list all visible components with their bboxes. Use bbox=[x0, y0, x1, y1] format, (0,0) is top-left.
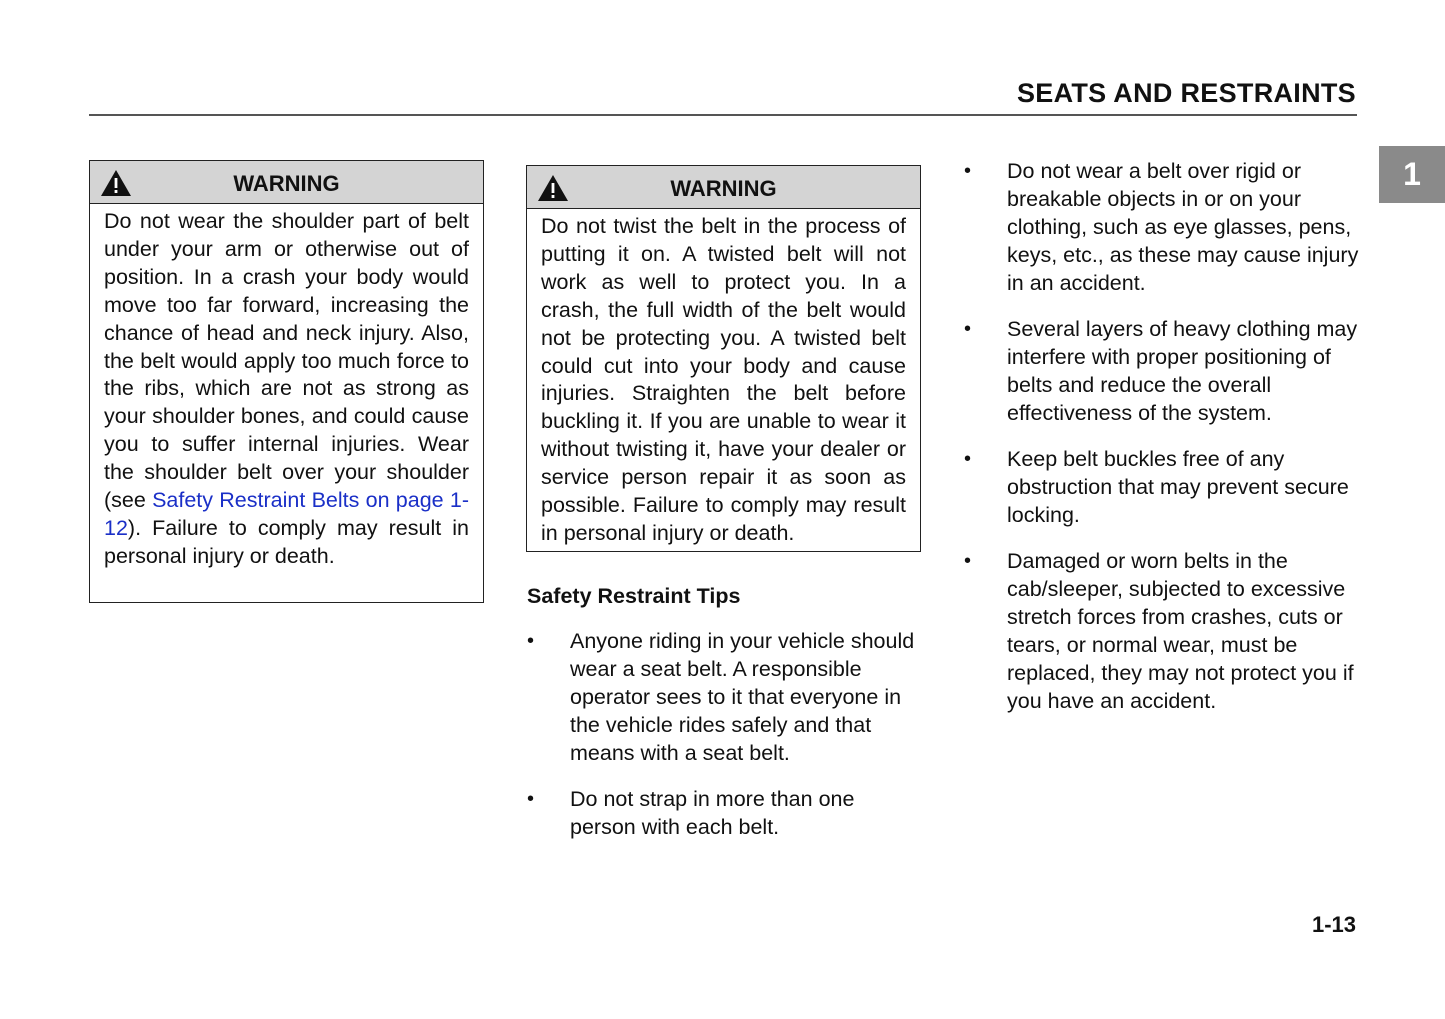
list-item-text: Damaged or worn belts in the cab/sleeper, subjected to excessive stretch forces from crashes, cuts or tears, or normal wear, must be replaced, they may not protect you if you have an accident. bbox=[1007, 549, 1354, 713]
list-item bbox=[964, 446, 1359, 530]
list-item bbox=[964, 548, 1359, 715]
bullet-icon: • bbox=[527, 630, 535, 652]
warning-text-part: ). Failure to comply may result in personal injury or death. bbox=[104, 515, 469, 568]
list-item-text: Anyone riding in your vehicle should wear a seat belt. A responsible operator sees to it that everyone in the vehicle rides safely and that means with a seat belt. bbox=[570, 629, 915, 765]
list-item-text: Keep belt buckles free of any obstruction that may prevent secure locking. bbox=[1007, 447, 1349, 527]
bullet-icon: • bbox=[964, 550, 972, 573]
page-number: 1-13 bbox=[1311, 912, 1356, 937]
warning-title: WARNING bbox=[670, 176, 777, 201]
warning-box-twisted-belt bbox=[526, 165, 921, 552]
tips-list-right bbox=[964, 158, 1359, 734]
list-item bbox=[964, 316, 1359, 428]
warning-text bbox=[90, 204, 483, 575]
list-item bbox=[527, 628, 917, 768]
warning-box-shoulder-belt bbox=[89, 160, 484, 603]
bullet-icon: • bbox=[964, 318, 972, 341]
list-item-text: Do not wear a belt over rigid or breakable objects in or on your clothing, such as eye glasses, pens, keys, etc., as these may cause injury in an accident. bbox=[1007, 159, 1359, 295]
warning-header bbox=[90, 161, 483, 204]
list-item bbox=[964, 158, 1359, 298]
list-item bbox=[527, 786, 917, 842]
list-item-text: Several layers of heavy clothing may interfere with proper positioning of belts and reduce the overall effectiveness of the system. bbox=[1007, 317, 1358, 425]
header-divider bbox=[89, 114, 1357, 116]
warning-header bbox=[527, 166, 920, 209]
section-heading: Safety Restraint Tips bbox=[527, 584, 741, 608]
warning-text-part: Do not wear the shoulder part of belt under your arm or otherwise out of position. In a crash your body would move too far forward, increasing the chance of head and neck injury. Also, the belt would apply too much force to the ribs, which are not as strong as your shoulder bones, and could cause you to suffer internal injuries. Wear the shoulder belt over your shoulder (see bbox=[104, 209, 469, 513]
tips-list-middle bbox=[527, 628, 917, 860]
bullet-icon: • bbox=[527, 788, 535, 811]
cross-reference-link[interactable]: Safety Restraint Belts on page 1-12 bbox=[104, 488, 469, 540]
chapter-tab[interactable]: 1 bbox=[1379, 146, 1445, 203]
warning-text: Do not twist the belt in the process of putting it on. A twisted belt will not work as well to protect you. In a crash, the full width of the belt would not be protecting you. A twisted belt could cut into your body and cause injuries. Straighten the belt before buckling it. If you are unable to wear it without twisting it, have your dealer or service person repair it as soon as possible. Failure to comply may result in personal injury or death. bbox=[541, 214, 906, 545]
warning-title: WARNING bbox=[233, 171, 340, 196]
list-item-text: Do not strap in more than one person with each belt. bbox=[570, 787, 855, 839]
bullet-icon: • bbox=[964, 448, 972, 471]
section-title: SEATS AND RESTRAINTS bbox=[1016, 78, 1356, 108]
bullet-icon: • bbox=[964, 160, 972, 182]
